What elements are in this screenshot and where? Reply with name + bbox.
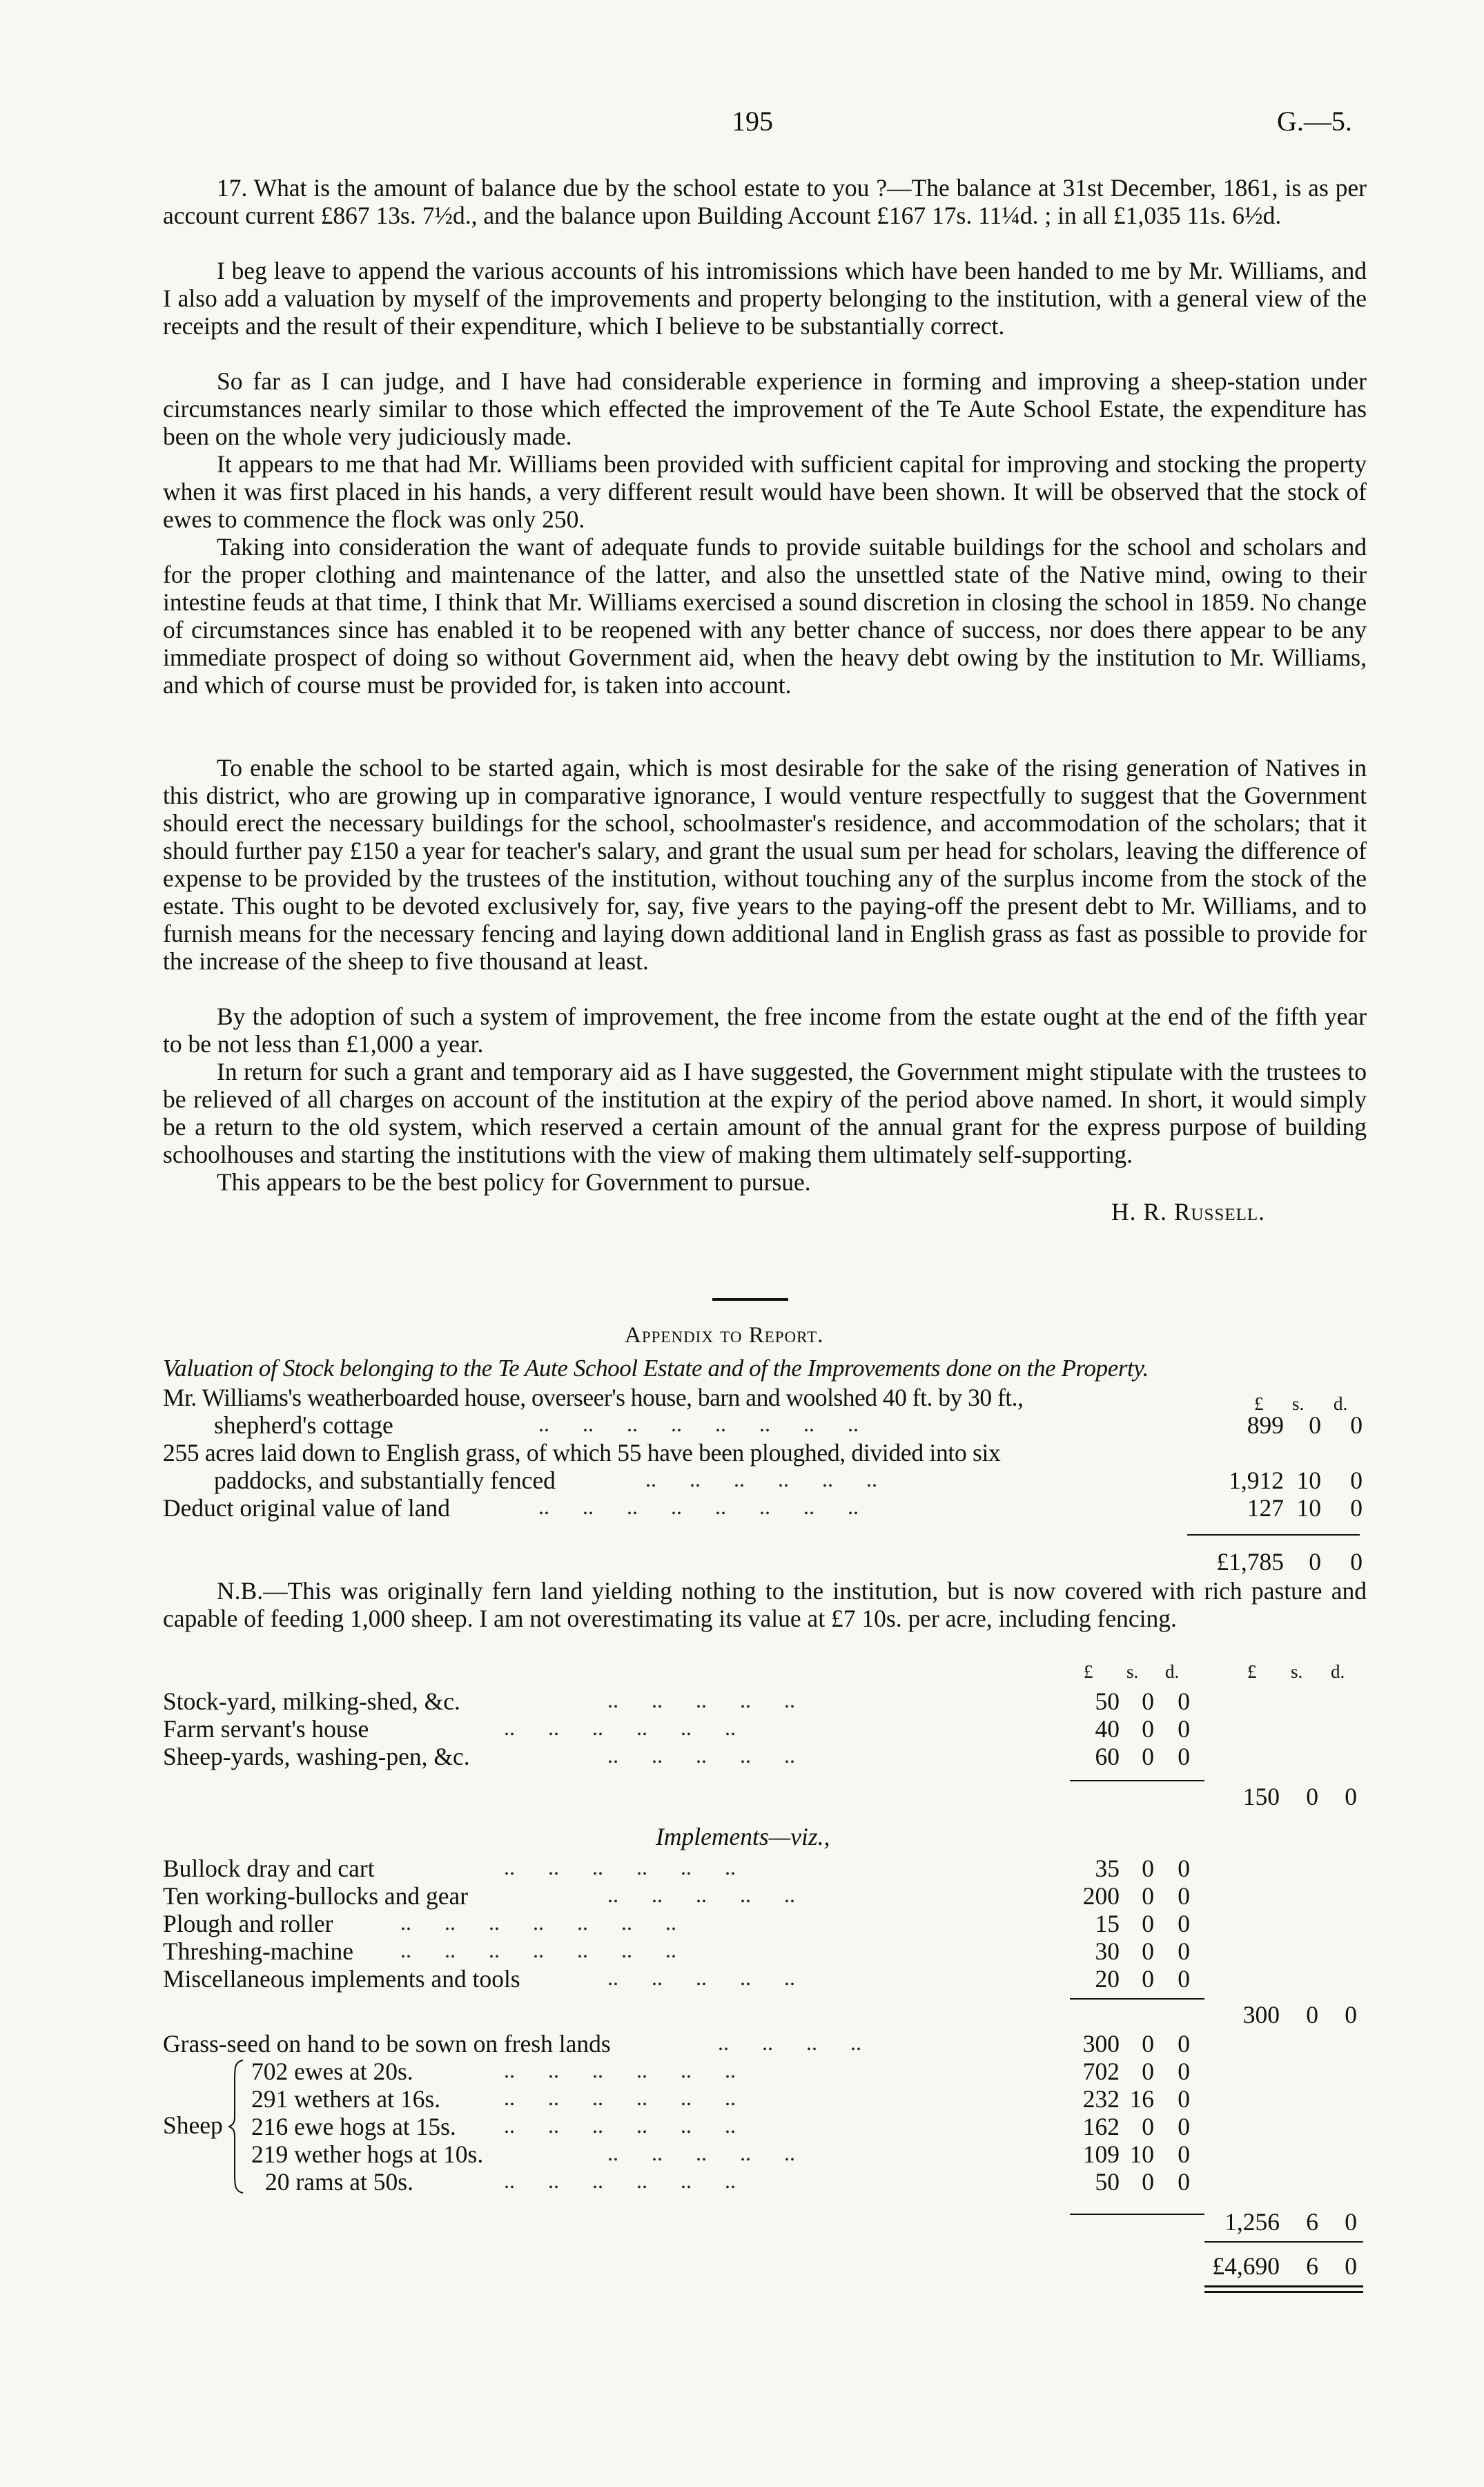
sheep-item-pence: 0 [1178, 2085, 1190, 2113]
yard-item-label: Stock-yard, milking-shed, &c. [163, 1687, 460, 1715]
subtotal-shillings: 0 [1309, 1548, 1321, 1576]
sheep-rule [1070, 2214, 1204, 2215]
acres-line-1: 255 acres laid down to English grass, of which 55 have been ploughed, divided into six [163, 1439, 1001, 1467]
yards-total-pounds: 150 [1242, 1783, 1280, 1810]
implement-item-pounds: 200 [1082, 1882, 1120, 1910]
grand-total-rule [1204, 2241, 1363, 2243]
header-pounds: £ [1254, 1393, 1264, 1414]
implement-item-pounds: 30 [1095, 1937, 1120, 1965]
house-line-2: shepherd's cottage [214, 1411, 393, 1439]
house-line-1: Mr. Williams's weatherboarded house, overseer's house, barn and woolshed 40 ft. by 30 ft., [163, 1384, 1024, 1411]
header-pence: d. [1334, 1393, 1348, 1414]
paragraph-policy: This appears to be the best policy for Government to pursue. [217, 1168, 811, 1196]
yards-total-pence: 0 [1345, 1783, 1357, 1810]
appendix-subtitle: Valuation of Stock belonging to the Te Aute School Estate and of the Improvements done on the Property. [163, 1355, 1149, 1382]
outer-header-shillings: s. [1291, 1661, 1303, 1682]
implement-item-shillings: 0 [1142, 1882, 1154, 1910]
implement-item-label: Plough and roller [163, 1910, 333, 1937]
implement-item-shillings: 0 [1142, 1965, 1154, 1993]
sheep-item-shillings: 16 [1129, 2085, 1154, 2113]
yard-item-pence: 0 [1178, 1715, 1190, 1743]
sheep-item-label: 291 wethers at 16s. [251, 2085, 441, 2113]
acres-pence: 0 [1350, 1467, 1363, 1494]
sheep-item-label: 20 rams at 50s. [265, 2168, 413, 2196]
subtotal-pence: 0 [1350, 1548, 1363, 1576]
leader-dots: .. .. .. .. .. .. [504, 2058, 736, 2082]
implements-heading: Implements—viz., [656, 1823, 830, 1850]
yard-item-pounds: 60 [1095, 1743, 1120, 1770]
acres-pounds: 1,912 [1229, 1467, 1284, 1494]
inner-header-pounds: £ [1084, 1661, 1093, 1682]
document-code: G.—5. [1277, 106, 1352, 137]
header-shillings: s. [1292, 1393, 1305, 1414]
leader-dots: .. .. .. .. .. .. [504, 2113, 736, 2138]
signature: H. R. Russell. [1111, 1198, 1266, 1226]
implement-item-pence: 0 [1178, 1937, 1190, 1965]
sheep-item-label: 219 wether hogs at 10s. [251, 2140, 484, 2168]
inner-header-shillings: s. [1126, 1661, 1139, 1682]
house-pence: 0 [1350, 1411, 1363, 1439]
outer-header-pounds: £ [1247, 1661, 1257, 1682]
sheep-item-shillings: 0 [1142, 2113, 1154, 2140]
paragraph-improvement: By the adoption of such a system of improvement, the free income from the estate ought at the end of the fifth year to be not less than £1,000 a year. [163, 1003, 1367, 1058]
yards-rule [1070, 1780, 1204, 1781]
leader-dots: .. .. .. .. .. .. [504, 2085, 736, 2110]
implement-item-shillings: 0 [1142, 1937, 1154, 1965]
paragraph-17: 17. What is the amount of balance due by the school estate to you ?—The balance at 31st December, 1861, is as per account current £867 13s. 7½d., and the balance upon Building Account £167 17s. 11¼d. ; in all £1,035 11s. 6½d. [163, 174, 1367, 229]
implement-item-pence: 0 [1178, 1882, 1190, 1910]
sheep-item-pounds: 162 [1082, 2113, 1120, 2140]
paragraph-accounts: I beg leave to append the various accounts of his intromissions which have been handed to me by Mr. Williams, and I also add a valuation by myself of the improvements and property belonging to the institution, with a general view of the receipts and the result of their expenditure, which I believe to be substantially correct. [163, 257, 1367, 340]
leader-dots: .. .. .. .. .. .. .. .. [538, 1411, 859, 1436]
sheep-item-pence: 0 [1178, 2113, 1190, 2140]
paragraph-school-closure: Taking into consideration the want of adequate funds to provide suitable buildings for the school and scholars and for the proper clothing and maintenance of the latter, and also the unsettled state of the Native mind, owing to their intestine feuds at that time, I think that Mr. Williams exercised a sound discretion in closing the school in 1859. No change of circumstances since has enabled it to be reopened with any better chance of success, nor does there appear to be any immediate prospect of doing so without Government aid, when the heavy debt owing by the institution to Mr. Williams, and which of course must be provided for, is taken into account. [163, 533, 1367, 699]
implement-item-label: Miscellaneous implements and tools [163, 1965, 520, 1993]
acres-line-2: paddocks, and substantially fenced [214, 1467, 556, 1494]
implement-item-label: Ten working-bullocks and gear [163, 1882, 469, 1910]
sheep-label: Sheep [163, 2111, 223, 2139]
paragraph-proposal: To enable the school to be started again, which is most desirable for the sake of the rising generation of Natives in this district, who are growing up in comparative ignorance, I would venture respectfully to suggest that the Government should erect the necessary buildings for the school, schoolmaster's residence, and accommodation of the scholars; that it should further pay £150 a year for teacher's salary, and grant the usual sum per head for scholars, leaving the difference of expense to be provided by the trustees of the institution, without touching any of the surplus income from the stock of the estate. This ought to be devoted exclusively for, say, five years to the paying-off the present debt to Mr. Williams, and to furnish means for the necessary fencing and laying down additional land in English grass as fast as possible to provide for the increase of the sheep to five thousand at least. [163, 754, 1367, 975]
yard-item-pounds: 40 [1095, 1715, 1120, 1743]
paragraph-return: In return for such a grant and temporary aid as I have suggested, the Government might stipulate with the trustees to be relieved of all charges on account of the institution at the expiry of the period above named. In short, it would simply be a return to the old system, which reserved a certain amount of the annual grant for the express purpose of building schoolhouses and starting the institutions with the view of making them ultimately self-supporting. [163, 1058, 1367, 1168]
grass-seed-label: Grass-seed on hand to be sown on fresh lands [163, 2030, 611, 2058]
implement-item-pence: 0 [1178, 1855, 1190, 1882]
nb-note: N.B.—This was originally fern land yielding nothing to the institution, but is now covered with rich pasture and capable of feeding 1,000 sheep. I am not overestimating its value at £7 10s. per acre, including fencing. [163, 1577, 1367, 1632]
grand-total-shillings: 6 [1306, 2252, 1318, 2280]
implement-item-pounds: 35 [1095, 1855, 1120, 1882]
implement-item-pounds: 20 [1095, 1965, 1120, 1993]
implements-total-pounds: 300 [1242, 2001, 1280, 2029]
deduct-pounds: 127 [1247, 1494, 1284, 1522]
sheep-total-shillings: 6 [1306, 2208, 1318, 2236]
paragraph-capital: It appears to me that had Mr. Williams been provided with sufficient capital for improving and stocking the property when it was first placed in his hands, a very different result would have been shown. It will be observed that the stock of ewes to commence the flock was only 250. [163, 450, 1367, 533]
grass-seed-shillings: 0 [1142, 2030, 1154, 2058]
sheep-item-shillings: 0 [1142, 2058, 1154, 2085]
leader-dots: .. .. .. .. .. .. .. [400, 1937, 676, 1962]
grand-total-pounds: £4,690 [1212, 2252, 1280, 2280]
grass-seed-pence: 0 [1178, 2030, 1190, 2058]
sheep-total-pounds: 1,256 [1224, 2208, 1280, 2236]
leader-dots: .. .. .. .. .. [607, 1687, 795, 1712]
leader-dots: .. .. .. .. .. .. [504, 2168, 736, 2193]
subtotal-pounds: £1,785 [1216, 1548, 1284, 1576]
yard-item-shillings: 0 [1142, 1687, 1154, 1715]
sheep-total-pence: 0 [1345, 2208, 1357, 2236]
yards-total-shillings: 0 [1306, 1783, 1318, 1810]
implement-item-pence: 0 [1178, 1965, 1190, 1993]
yard-item-pence: 0 [1178, 1687, 1190, 1715]
deduct-shillings: 10 [1296, 1494, 1321, 1522]
leader-dots: .. .. .. .. .. .. [504, 1715, 736, 1740]
leader-dots: .. .. .. .. .. .. [504, 1855, 736, 1879]
yard-item-shillings: 0 [1142, 1743, 1154, 1770]
sheep-item-pounds: 702 [1082, 2058, 1120, 2085]
implement-item-shillings: 0 [1142, 1855, 1154, 1882]
leader-dots: .. .. .. .. .. [607, 1743, 795, 1768]
yard-item-label: Sheep-yards, washing-pen, &c. [163, 1743, 470, 1770]
implements-total-shillings: 0 [1306, 2001, 1318, 2029]
leader-dots: .. .. .. .. .. .. .. .. [538, 1494, 859, 1519]
implements-total-pence: 0 [1345, 2001, 1357, 2029]
sheep-item-pounds: 50 [1095, 2168, 1120, 2196]
leader-dots: .. .. .. .. .. [607, 2140, 795, 2165]
outer-header-pence: d. [1331, 1661, 1345, 1682]
leader-dots: .. .. .. .. .. .. [645, 1467, 877, 1491]
yard-item-label: Farm servant's house [163, 1715, 369, 1743]
grand-total-pence: 0 [1345, 2252, 1357, 2280]
yard-item-pence: 0 [1178, 1743, 1190, 1770]
leader-dots: .. .. .. .. .. [607, 1965, 795, 1990]
yard-item-pounds: 50 [1095, 1687, 1120, 1715]
sheep-item-label: 702 ewes at 20s. [251, 2058, 413, 2085]
acres-shillings: 10 [1296, 1467, 1321, 1494]
sheep-item-pence: 0 [1178, 2140, 1190, 2168]
grand-total-double-rule-top [1204, 2285, 1363, 2287]
implement-item-label: Threshing-machine [163, 1937, 354, 1965]
implement-item-label: Bullock dray and cart [163, 1855, 375, 1882]
sheep-item-pounds: 109 [1082, 2140, 1120, 2168]
deduct-pence: 0 [1350, 1494, 1363, 1522]
paragraph-judgement: So far as I can judge, and I have had considerable experience in forming and improving a sheep-station under circumstances nearly similar to those which effected the improvement of the Te Aute School Estate, the expenditure has been on the whole very judiciously made. [163, 367, 1367, 450]
sheep-brace [228, 2059, 246, 2194]
implement-item-pounds: 15 [1095, 1910, 1120, 1937]
grass-seed-pounds: 300 [1082, 2030, 1120, 2058]
leader-dots: .. .. .. .. .. .. .. [400, 1910, 676, 1935]
sheep-item-pounds: 232 [1082, 2085, 1120, 2113]
sheep-item-shillings: 10 [1129, 2140, 1154, 2168]
sheep-item-pence: 0 [1178, 2058, 1190, 2085]
implement-item-pence: 0 [1178, 1910, 1190, 1937]
deduct-line: Deduct original value of land [163, 1494, 450, 1522]
leader-dots: .. .. .. .. [718, 2030, 861, 2055]
sheep-item-label: 216 ewe hogs at 15s. [251, 2113, 456, 2140]
page-number: 195 [732, 106, 773, 137]
implements-rule [1070, 1998, 1204, 2000]
grand-total-double-rule-bottom [1204, 2291, 1363, 2293]
inner-header-pence: d. [1165, 1661, 1180, 1682]
section-divider [712, 1298, 788, 1301]
yard-item-shillings: 0 [1142, 1715, 1154, 1743]
implement-item-shillings: 0 [1142, 1910, 1154, 1937]
subtotal-rule [1187, 1534, 1360, 1536]
leader-dots: .. .. .. .. .. [607, 1882, 795, 1907]
sheep-item-shillings: 0 [1142, 2168, 1154, 2196]
house-shillings: 0 [1309, 1411, 1321, 1439]
appendix-title: Appendix to Report. [625, 1323, 824, 1348]
house-pounds: 899 [1247, 1411, 1284, 1439]
sheep-item-pence: 0 [1178, 2168, 1190, 2196]
